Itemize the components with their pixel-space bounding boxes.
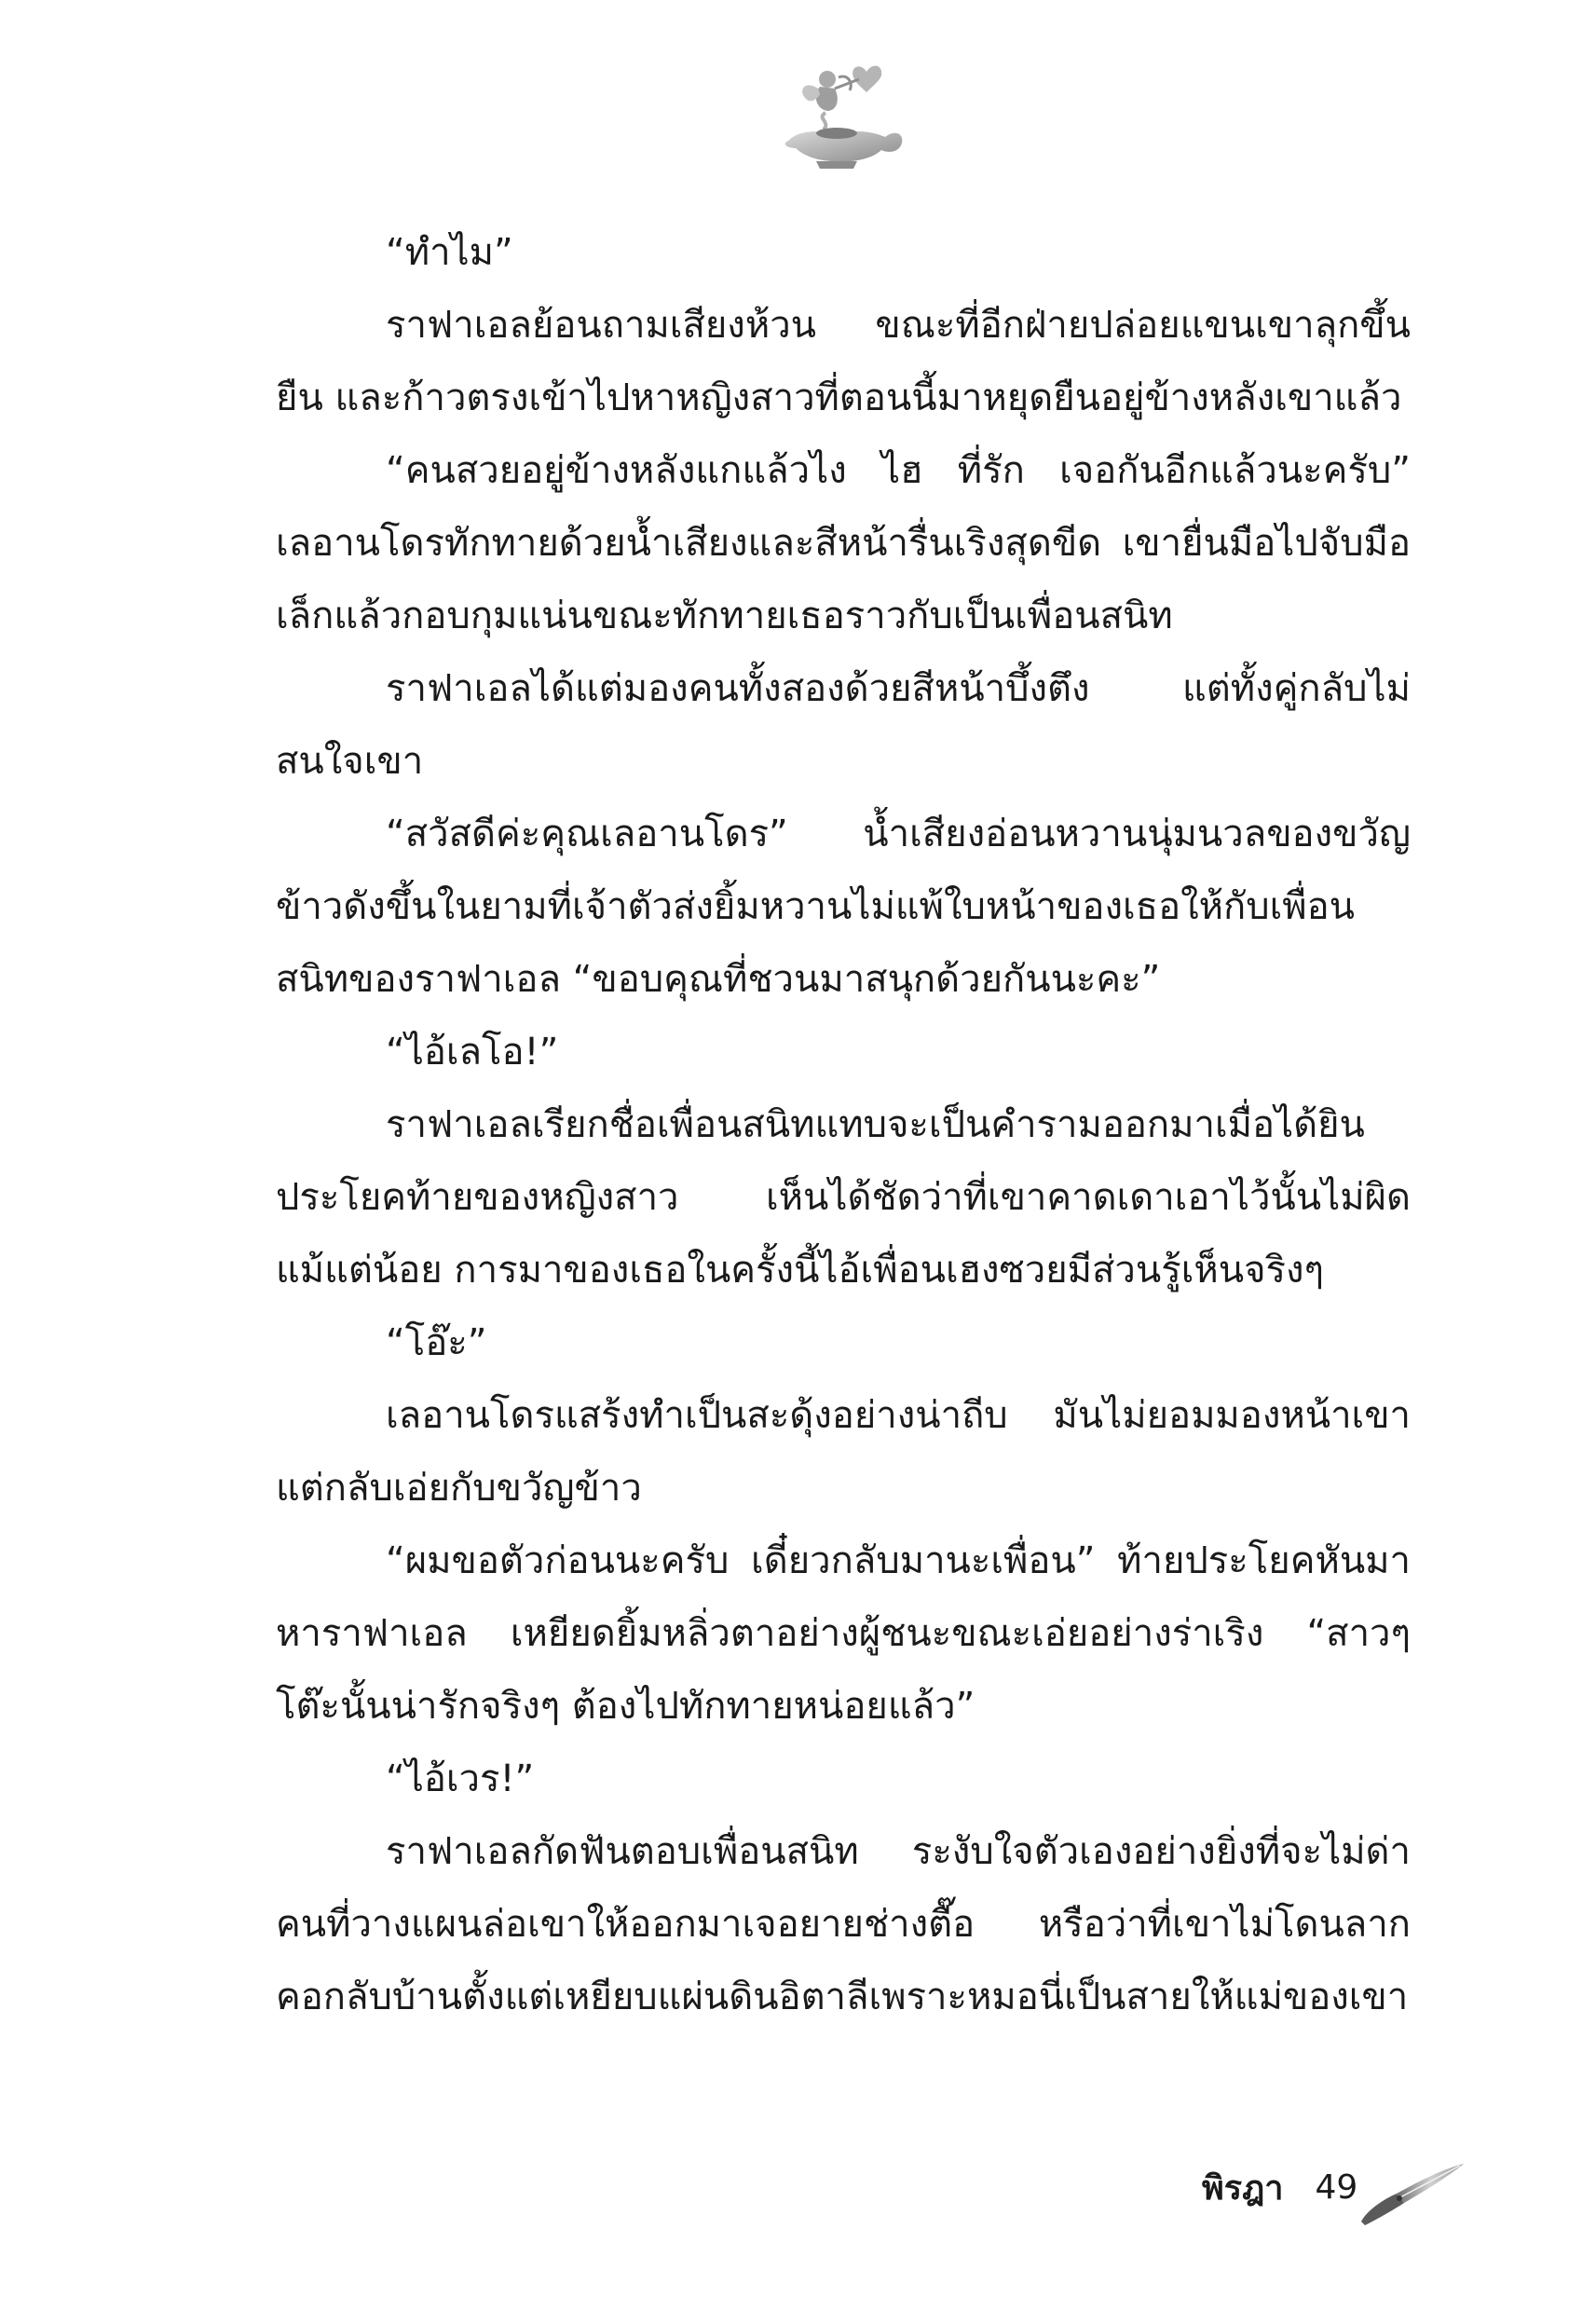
paragraph: “ไอ้เลโอ!” [386, 1031, 559, 1073]
paragraph: “สวัสดีค่ะคุณเลอานโดร” น้ำเสียงอ่อนหวานนุ่มนวลของขวัญข้าวดังขึ้นในยามที่เจ้าตัวส่งยิ้มหวานไม่แพ้ใบหน้าของเธอให้กับเพื่อนสนิทของราฟาเอล “ขอบคุณที่ชวนมาสนุกด้วยกันนะคะ” [276, 813, 1411, 1001]
paragraph: “ผมขอตัวก่อนนะครับ เดี๋ยวกลับมานะเพื่อน” ท้ายประโยคหันมาหาราฟาเอล เหยียดยิ้มหลิ่วตาอย่างผู้ชนะขณะเอ่ยอย่างร่าเริง “สาวๆ โต๊ะนั้นน่ารักจริงๆ ต้องไปทักทายหน่อยแล้ว” [276, 1539, 1411, 1728]
genie-lamp-cherub-icon [770, 51, 909, 172]
paragraph: “โอ๊ะ” [386, 1321, 487, 1364]
author-name: พิรฎา [1202, 2168, 1284, 2208]
paragraph: “ทำไม” [386, 231, 513, 274]
page-footer [1202, 2154, 1357, 2220]
story-text [276, 216, 1411, 2033]
paragraph: ราฟาเอลย้อนถามเสียงห้วน ขณะที่อีกฝ่ายปล่อยแขนเขาลุกขึ้นยืน และก้าวตรงเข้าไปหาหญิงสาวที่ตอนนี้มาหยุดยืนอยู่ข้างหลังเขาแล้ว [276, 304, 1411, 419]
paragraph: “ไอ้เวร!” [386, 1757, 535, 1800]
paragraph: เลอานโดรแสร้งทำเป็นสะดุ้งอย่างน่าถีบ มันไม่ยอมมองหน้าเขาแต่กลับเอ่ยกับขวัญข้าว [276, 1394, 1411, 1510]
paragraph: ราฟาเอลกัดฟันตอบเพื่อนสนิท ระงับใจตัวเองอย่างยิ่งที่จะไม่ด่าคนที่วางแผนล่อเขาให้ออกมาเจอยายช่างตื๊อ หรือว่าที่เขาไม่โดนลากคอกลับบ้านตั้งแต่เหยียบแผ่นดินอิตาลีเพราะหมอนี่เป็นสายให้แม่ของเขา [276, 1830, 1411, 2018]
paragraph: ราฟาเอลได้แต่มองคนทั้งสองด้วยสีหน้าบึ้งตึง แต่ทั้งคู่กลับไม่สนใจเขา [276, 667, 1411, 783]
folding-knife-icon [1356, 2160, 1467, 2230]
paragraph: ราฟาเอลเรียกชื่อเพื่อนสนิทแทบจะเป็นคำรามออกมาเมื่อได้ยินประโยคท้ายของหญิงสาว เห็นได้ชัดว่าที่เขาคาดเดาเอาไว้นั้นไม่ผิดแม้แต่น้อย การมาของเธอในครั้งนี้ไอ้เพื่อนเฮงซวยมีส่วนรู้เห็นจริงๆ [276, 1103, 1411, 1292]
paragraph: “คนสวยอยู่ข้างหลังแกแล้วไง ไฮ ที่รัก เจอกันอีกแล้วนะครับ” เลอานโดรทักทายด้วยน้ำเสียงและสีหน้ารื่นเริงสุดขีด เขายื่นมือไปจับมือเล็กแล้วกอบกุมแน่นขณะทักทายเธอราวกับเป็นเพื่อนสนิท [276, 449, 1411, 637]
page-number: 49 [1315, 2167, 1358, 2207]
